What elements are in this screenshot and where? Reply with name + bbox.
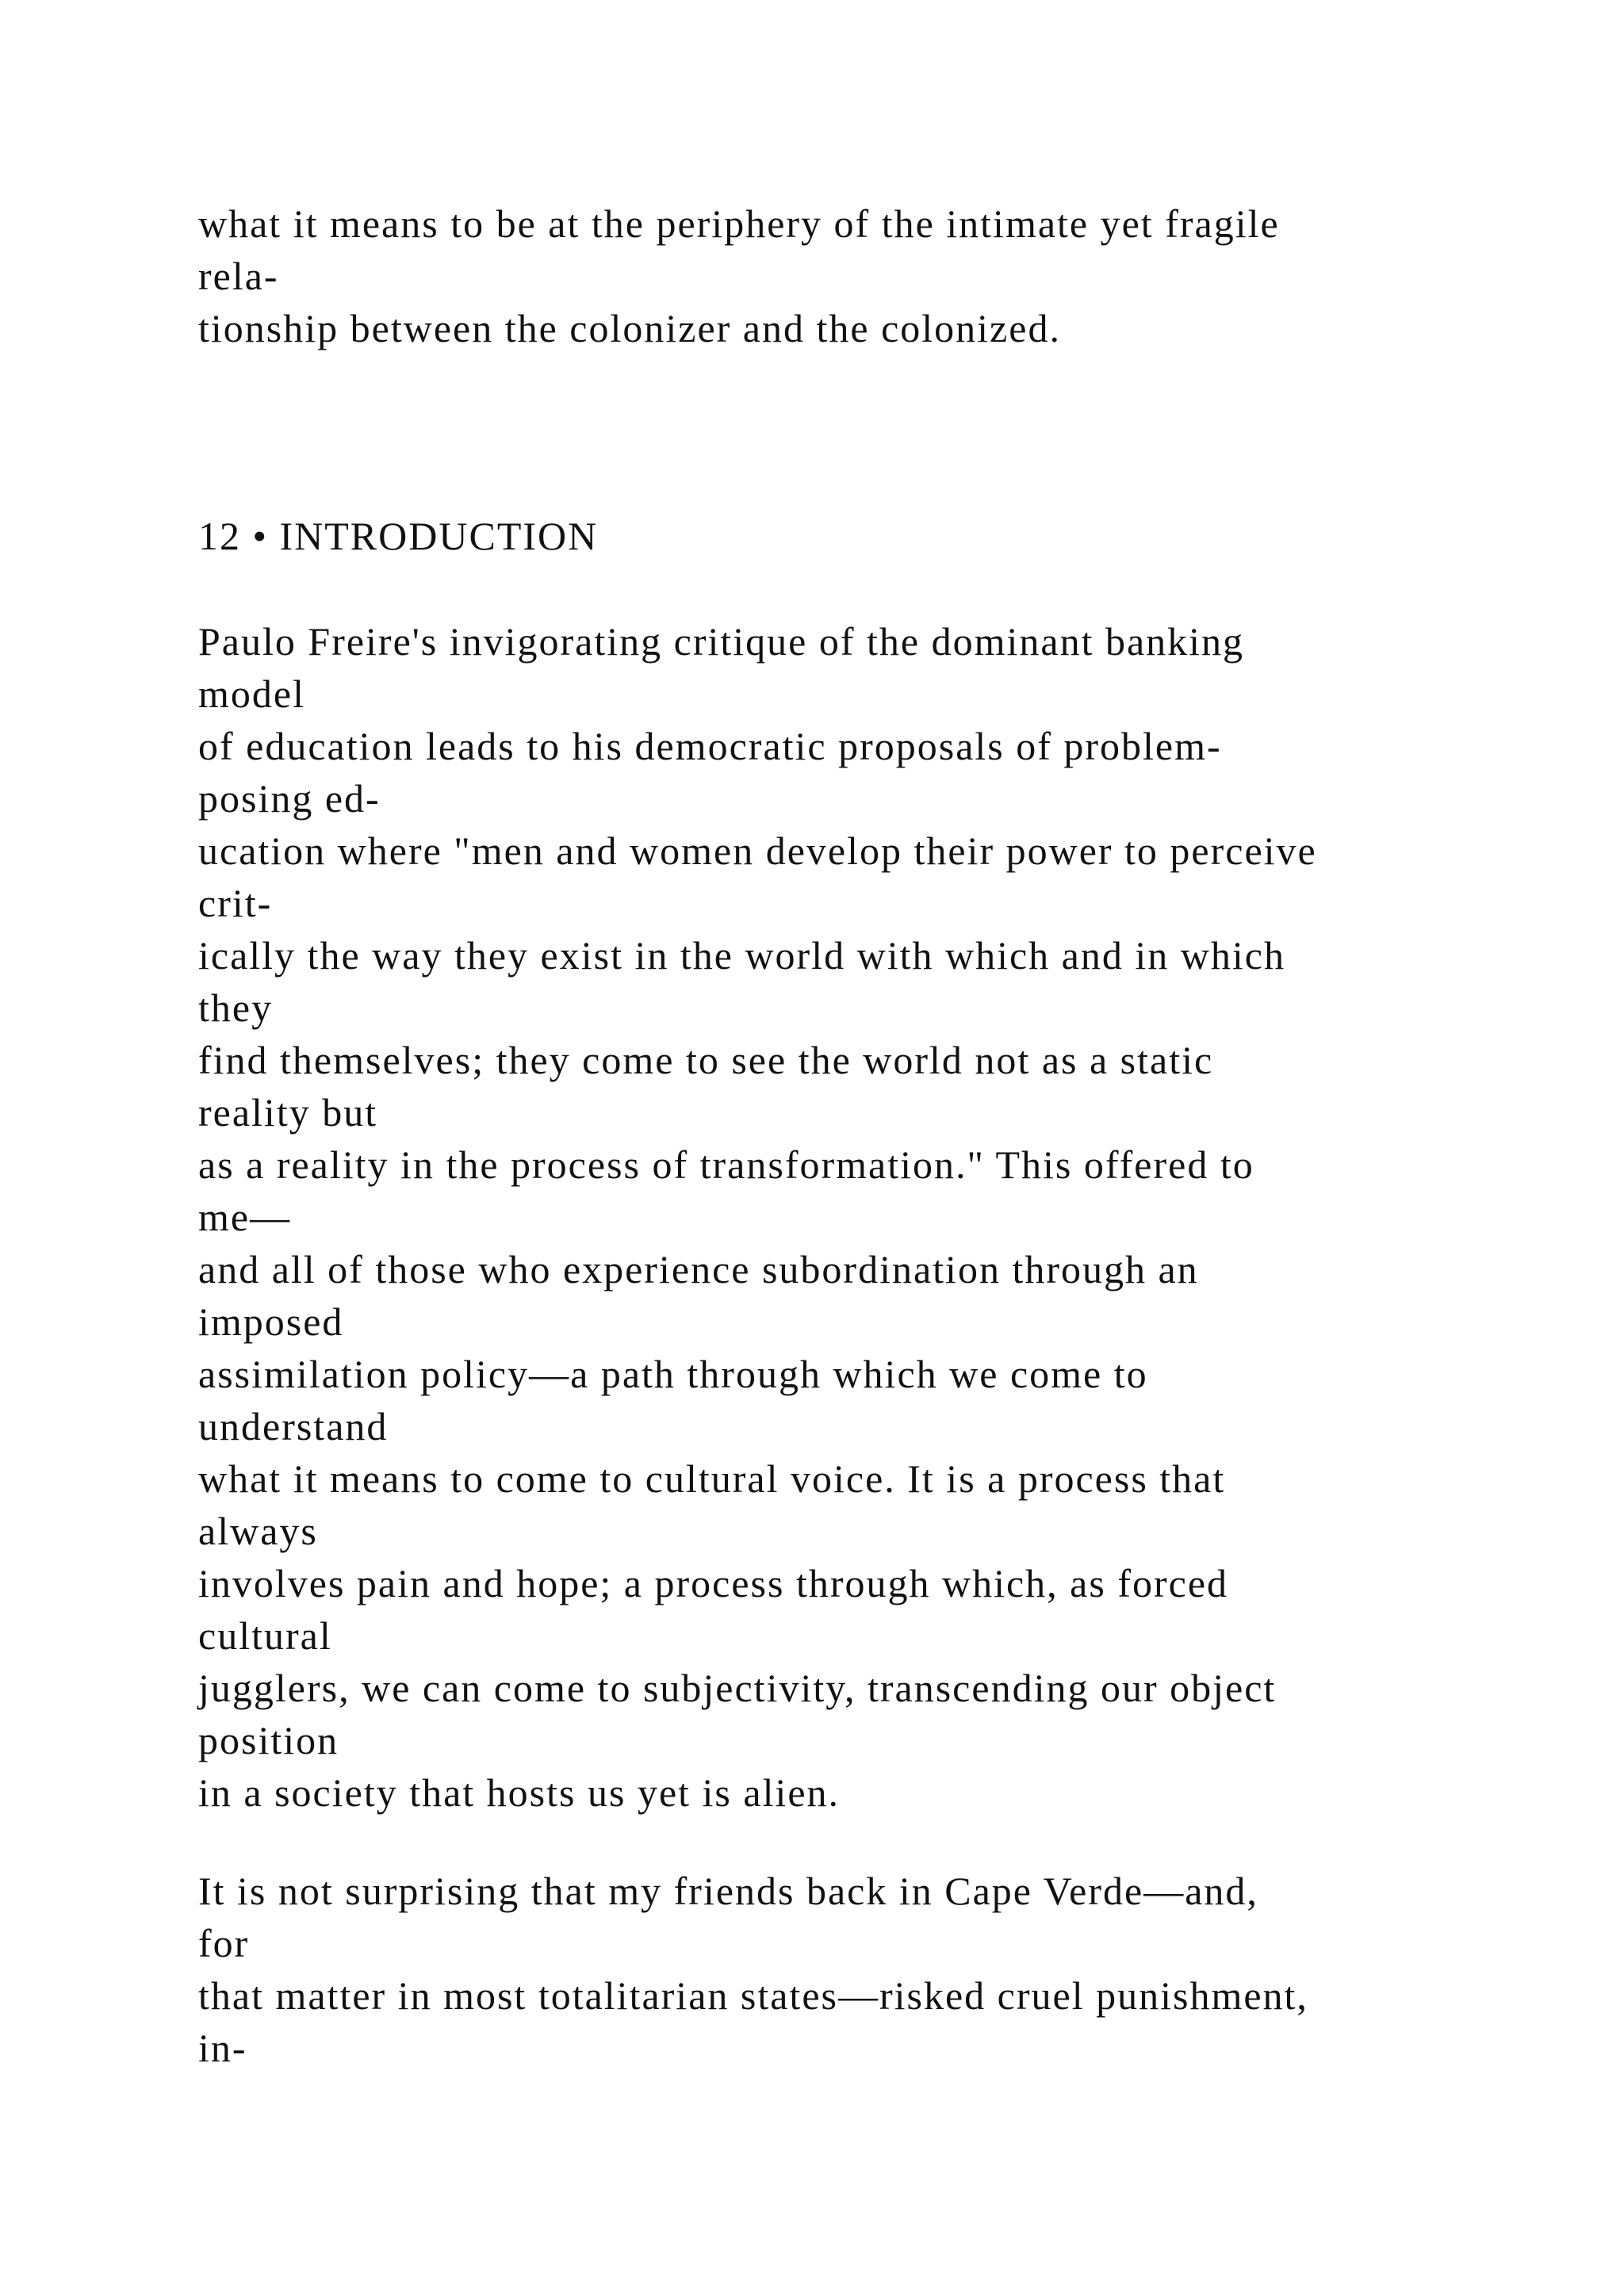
text-line: and all of those who experience subordination through an <box>198 1247 1199 1292</box>
text-line: of education leads to his democratic proposals of problem- <box>198 724 1222 768</box>
top-fragment <box>198 197 1546 354</box>
text-line: posing ed- <box>198 776 381 821</box>
text-line: they <box>198 985 274 1030</box>
text-line: involves pain and hope; a process through which, as forced <box>198 1561 1229 1605</box>
text-line: find themselves; they come to see the world not as a static <box>198 1038 1214 1082</box>
text-line: ically the way they exist in the world with which and in which <box>198 933 1285 978</box>
text-line: understand <box>198 1404 389 1448</box>
text-line: assimilation policy—a path through which we come to <box>198 1352 1148 1396</box>
text-line: what it means to come to cultural voice. It is a process that <box>198 1456 1226 1501</box>
text-line: in a society that hosts us yet is alien. <box>198 1770 841 1815</box>
text-line: crit- <box>198 881 273 925</box>
paragraph-1 <box>198 615 1546 1819</box>
text-line: what it means to be at the periphery of the intimate yet fragile <box>198 201 1280 246</box>
text-line: position <box>198 1718 339 1762</box>
text-line: cultural <box>198 1613 332 1658</box>
text-line: It is not surprising that my friends back in Cape Verde—and, <box>198 1869 1258 1913</box>
text-line: that matter in most totalitarian states—risked cruel punishment, <box>198 1973 1308 2018</box>
text-line: jugglers, we can come to subjectivity, transcending our object <box>198 1666 1277 1710</box>
text-line: Paulo Freire's invigorating critique of the dominant banking <box>198 619 1245 664</box>
text-line: imposed <box>198 1299 344 1344</box>
text-line: me— <box>198 1195 292 1239</box>
paragraph-2 <box>198 1865 1546 2074</box>
text-line: rela- <box>198 254 279 298</box>
text-line: in- <box>198 2026 247 2070</box>
text-line: tionship between the colonizer and the colonized. <box>198 306 1061 350</box>
section-heading-block <box>198 510 1546 562</box>
text-line: always <box>198 1509 318 1553</box>
text-line: model <box>198 672 305 716</box>
text-line: reality but <box>198 1090 378 1135</box>
text-line: for <box>198 1921 250 1965</box>
section-heading: 12 • INTRODUCTION <box>198 514 599 558</box>
text-line: ucation where "men and women develop their power to perceive <box>198 828 1317 873</box>
text-line: as a reality in the process of transformation." This offered to <box>198 1142 1254 1187</box>
